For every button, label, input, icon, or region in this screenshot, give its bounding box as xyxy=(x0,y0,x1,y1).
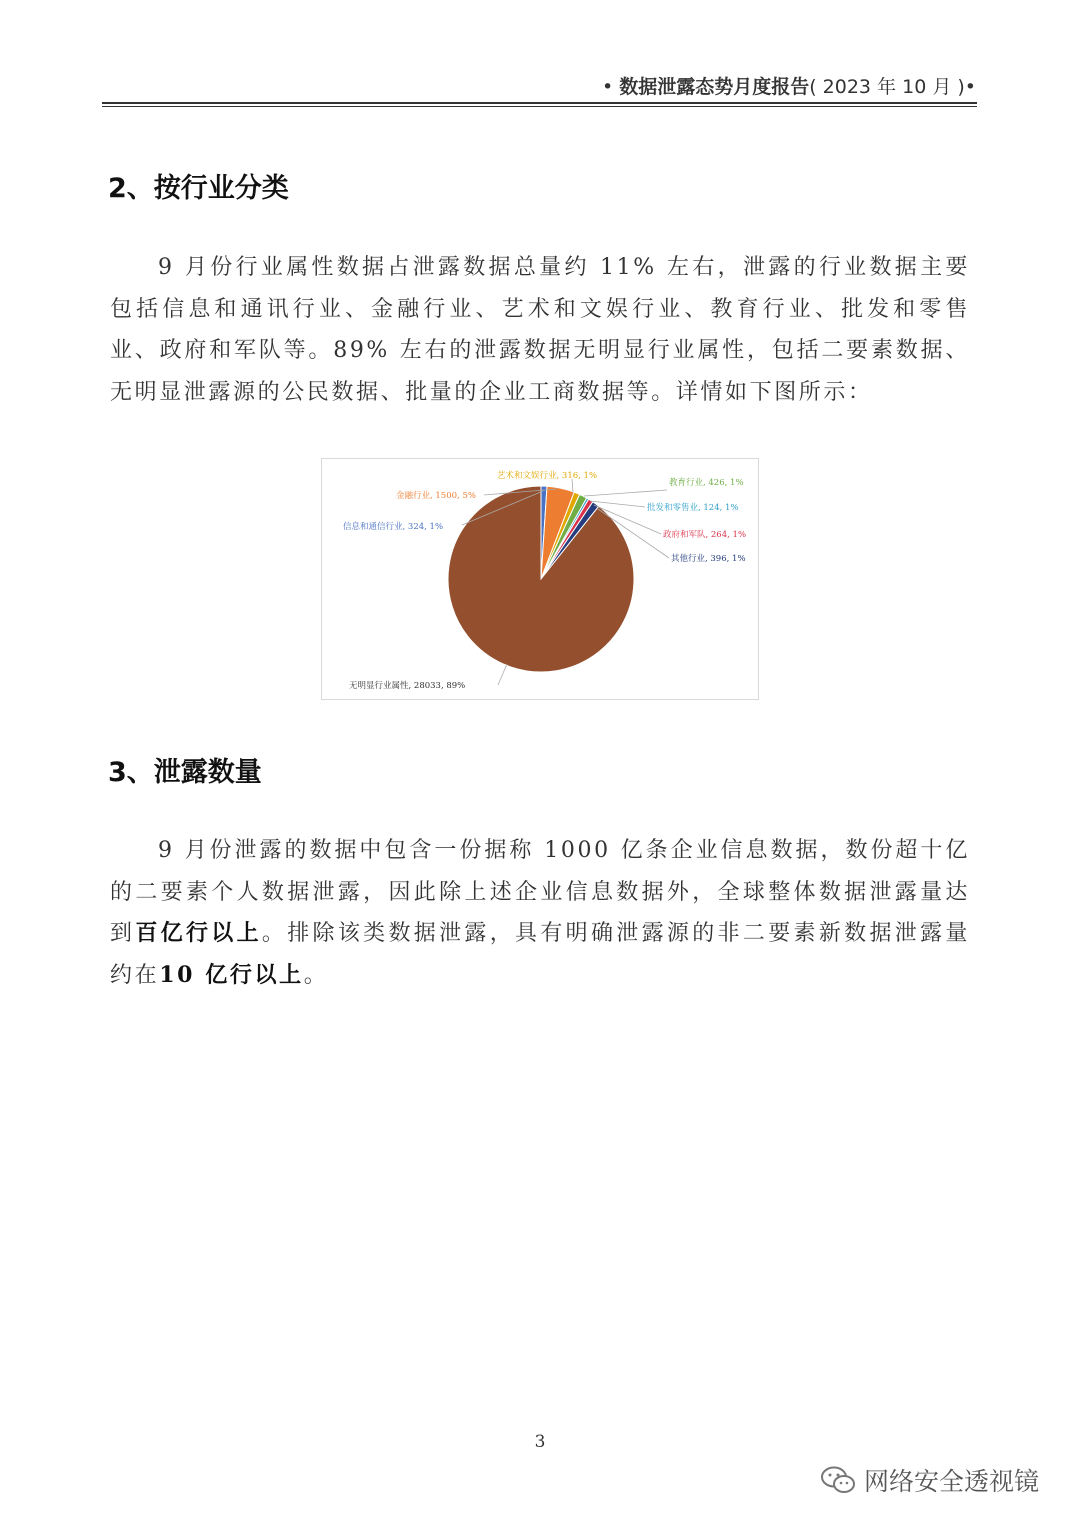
section3-text-1: 9 月份泄露的数据中包含一份据称 1000 亿条企业信息数据，数份超十亿的二要素个人数据泄露，因此除上述企业信息数据外，全球整体数据泄露量达到 xyxy=(110,838,970,946)
pie-slice-label: 政府和军队, 264, 1% xyxy=(663,530,747,540)
header-rule-thin xyxy=(102,106,977,107)
pie-slice xyxy=(448,486,634,672)
header-bullet-left: • xyxy=(601,76,620,98)
header-bullet-right: • xyxy=(964,76,976,98)
wechat-icon xyxy=(820,1465,856,1495)
report-period: ( 2023 年 10 月 ) xyxy=(809,76,965,98)
pie-slice-label: 艺术和文娱行业, 316, 1% xyxy=(497,471,598,481)
section3-heading: 3、泄露数量 xyxy=(108,757,262,788)
report-title: 数据泄露态势月度报告 xyxy=(619,76,810,98)
industry-pie-chart xyxy=(321,458,759,700)
pie-chart-svg xyxy=(322,459,758,699)
section2-paragraph: 9 月份行业属性数据占泄露数据总量约 11% 左右，泄露的行业数据主要包括信息和通讯行业、金融行业、艺术和文娱行业、教育行业、批发和零售业、政府和军队等。89% 左右的泄露数据无明显行业属性，包括二要素数据、无明显泄露源的公民数据、批量的企业工商数据等。详情如下图所示： xyxy=(110,255,970,405)
section3-highlight-1: 百亿行以上 xyxy=(135,920,262,946)
watermark-text: 网络安全透视镜 xyxy=(864,1467,1040,1496)
pie-slice-label: 教育行业, 426, 1% xyxy=(669,478,744,488)
pie-slice-label: 金融行业, 1500, 5% xyxy=(396,491,476,501)
section3-paragraph xyxy=(110,830,970,996)
section2-heading: 2、按行业分类 xyxy=(108,173,289,204)
section3-text-2: 。排除该类数据泄露，具有明确泄露源的非二要素新数据泄露量约在 xyxy=(110,921,970,988)
pie-slice-label: 批发和零售业, 124, 1% xyxy=(647,503,739,513)
section3-highlight-2: 10 亿行以上 xyxy=(159,961,304,988)
header-rule-thick xyxy=(102,102,977,104)
pie-slice-label: 无明显行业属性, 28033, 89% xyxy=(349,681,466,691)
wechat-watermark xyxy=(820,1462,1039,1498)
section3-text-3: 。 xyxy=(303,962,329,988)
pie-slice-label: 信息和通信行业, 324, 1% xyxy=(343,522,444,532)
pie-leader-line xyxy=(584,490,667,496)
page-number: 3 xyxy=(534,1432,546,1452)
running-header xyxy=(104,72,976,106)
pie-leader-line xyxy=(498,664,507,685)
pie-slice-label: 其他行业, 396, 1% xyxy=(671,554,746,564)
